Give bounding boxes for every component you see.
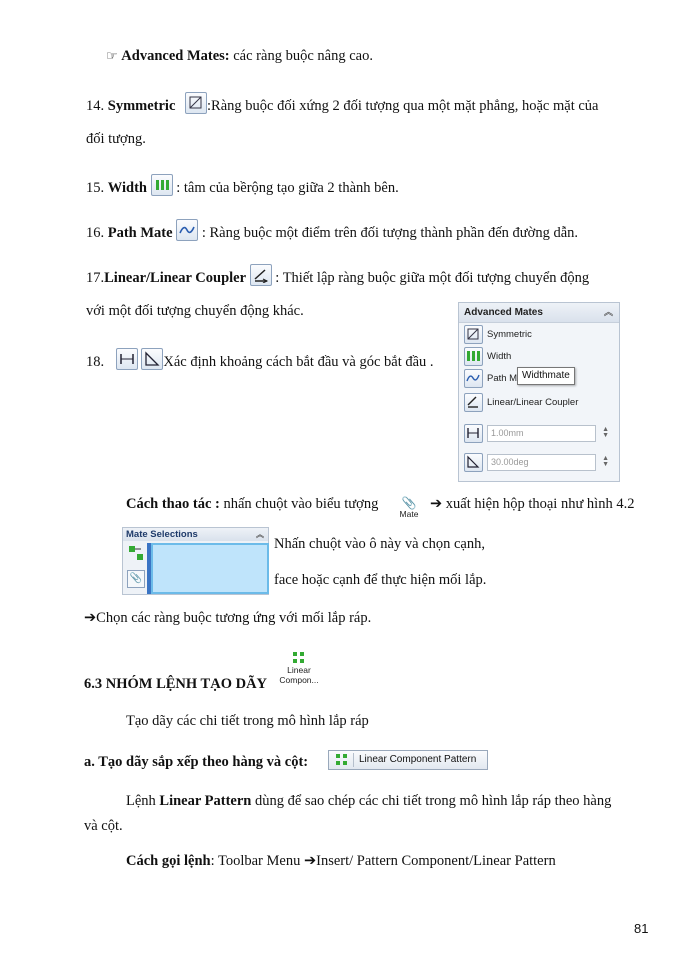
angle-input[interactable] [487, 454, 609, 471]
panel-title: Advanced Mates [464, 307, 543, 318]
collapse-chevron-icon[interactable]: ︽ [256, 530, 264, 539]
hand-pointer-icon: ☞ [106, 49, 118, 64]
para-line-2: và cột. [84, 818, 123, 834]
symmetric-label: Symmetric [107, 98, 176, 114]
howto-label: Cách thao tác : [126, 496, 220, 512]
linear-icon-label-1: Linear [287, 665, 311, 675]
mate-selections-panel [122, 527, 269, 595]
howto-desc-2 [430, 496, 634, 513]
distance-angle-desc: Xác định khoảng cách bắt đầu và góc bắt đầu . [163, 354, 434, 370]
symmetric-desc-cont: đối tượng. [86, 131, 146, 147]
linear-coupler-icon [464, 393, 483, 412]
path-mate-label: Path Mate [107, 225, 173, 241]
advanced-mates-desc: các ràng buộc nâng cao. [229, 48, 373, 64]
symmetric-icon[interactable] [185, 92, 207, 114]
spinner-icon[interactable]: ▲ ▼ [602, 426, 609, 439]
symmetric-desc: :Ràng buộc đối xứng 2 đối tượng qua một mặt phẳng, hoặc mặt của [207, 98, 599, 114]
angle-icon[interactable] [141, 348, 163, 370]
item-number: 15. [86, 180, 105, 196]
width-label: Width [107, 180, 147, 196]
linear-pattern-command: Linear Pattern [159, 793, 252, 809]
call-label: Cách gọi lệnh [126, 853, 211, 869]
panel-row-label: Linear/Linear Coupler [487, 397, 579, 409]
item-linear-coupler [86, 264, 589, 287]
symmetric-icon [464, 325, 483, 344]
linear-coupler-desc: : Thiết lập ràng buộc giữa một đối tượng chuyển động [275, 270, 590, 286]
width-icon [464, 347, 483, 366]
item-number: 16. [86, 225, 105, 241]
item-path-mate [86, 219, 578, 242]
mate-selection-icon [128, 545, 144, 561]
panel-row-label: Width [487, 351, 512, 363]
howto-line [126, 496, 378, 513]
linear-component-toolbar-button[interactable] [276, 651, 322, 685]
width-desc: : tâm của bềrộng tạo giữa 2 thành bên. [176, 180, 399, 196]
call-path: Insert/ Pattern Component/Linear Pattern [316, 853, 556, 869]
linear-coupler-desc-cont: với một đối tượng chuyển động khác. [86, 303, 304, 319]
mate-selection-box[interactable] [151, 543, 269, 594]
item-number: 18. [86, 354, 105, 370]
panel-row-label: Path M [487, 373, 518, 385]
linear-component-pattern-button[interactable] [328, 750, 488, 770]
button-separator [353, 753, 354, 767]
angle-icon [464, 453, 483, 472]
panel-row-label: Symmetric [487, 329, 532, 341]
choose-text: Chọn các ràng buộc tương ứng với mối lắp ráp. [96, 610, 372, 626]
item-distance-angle [86, 348, 434, 371]
angle-value: 30.00deg [491, 457, 529, 467]
panel-row-path-mate[interactable] [464, 369, 517, 389]
arrow-right-icon: ➔ [303, 853, 317, 869]
linear-pattern-icon [334, 753, 350, 774]
advanced-mates-panel [458, 302, 620, 482]
paperclip-icon[interactable]: 📎 [127, 570, 145, 588]
distance-row [464, 424, 609, 444]
linear-icon-label-2: Compon... [279, 675, 319, 685]
panel-row-width[interactable] [464, 347, 511, 367]
panel-row-linear-coupler[interactable] [464, 393, 578, 413]
collapse-chevron-icon[interactable]: ︽ [603, 307, 613, 317]
paperclip-icon: 📎 [401, 496, 417, 510]
angle-row [464, 453, 609, 473]
advanced-mates-line [106, 48, 373, 65]
mate-sel-note-2: face hoặc cạnh để thực hiện mối lắp. [274, 572, 487, 588]
linear-component-pattern-label: Linear Component Pattern [359, 754, 477, 765]
arrow-right-icon: ➔ [430, 496, 443, 512]
spinner-icon[interactable]: ▲ ▼ [602, 455, 609, 468]
path-mate-icon [464, 369, 483, 388]
arrow-right-icon: ➔ [84, 610, 97, 626]
linear-pattern-icon [276, 651, 322, 665]
item-width [86, 174, 399, 197]
call-text: : Toolbar Menu [210, 853, 304, 869]
path-mate-desc: : Ràng buộc một điểm trên đối tượng thành phần đến đường dẫn. [201, 225, 578, 241]
sub-a-title [84, 754, 308, 771]
para-line-1 [126, 793, 611, 810]
mate-selections-header[interactable] [123, 528, 268, 541]
linear-coupler-label: Linear/Linear Coupler [104, 270, 247, 286]
section-title [84, 676, 267, 693]
path-mate-icon[interactable] [176, 219, 198, 241]
panel-header[interactable] [459, 303, 619, 323]
howto-desc: nhấn chuột vào biểu tượng [219, 496, 379, 512]
mate-toolbar-button[interactable] [396, 497, 422, 519]
distance-value: 1.00mm [491, 428, 524, 438]
advanced-mates-label: Advanced Mates: [121, 48, 230, 64]
mate-button-label: Mate [399, 509, 419, 519]
para-text: Lệnh [126, 793, 160, 809]
howto-desc2-text: xuất hiện hộp thoại như hình 4.2 [445, 496, 635, 512]
mate-sel-note-1: Nhấn chuột vào ô này và chọn cạnh, [274, 536, 485, 552]
distance-icon [464, 424, 483, 443]
item-number: 17. [86, 270, 105, 286]
width-icon[interactable] [151, 174, 173, 196]
item-number: 14. [86, 98, 105, 114]
sub-a-heading: a. Tạo dãy sắp xếp theo hàng và cột: [84, 754, 309, 770]
distance-icon[interactable] [116, 348, 138, 370]
linear-coupler-icon[interactable] [250, 264, 272, 286]
para-text: dùng để sao chép các chi tiết trong mô hình lắp ráp theo hàng [251, 793, 612, 809]
distance-input[interactable] [487, 425, 609, 442]
choose-line [84, 610, 371, 627]
call-line [126, 853, 556, 870]
section-heading: 6.3 NHÓM LỆNH TẠO DÃY [84, 676, 268, 692]
mate-selections-title: Mate Selections [126, 529, 198, 540]
item-symmetric [86, 92, 598, 115]
panel-row-symmetric[interactable] [464, 325, 532, 345]
section-intro: Tạo dãy các chi tiết trong mô hình lắp ráp [126, 713, 369, 729]
page-number: 81 [634, 921, 649, 936]
widthmate-tooltip: Widthmate [517, 367, 575, 385]
